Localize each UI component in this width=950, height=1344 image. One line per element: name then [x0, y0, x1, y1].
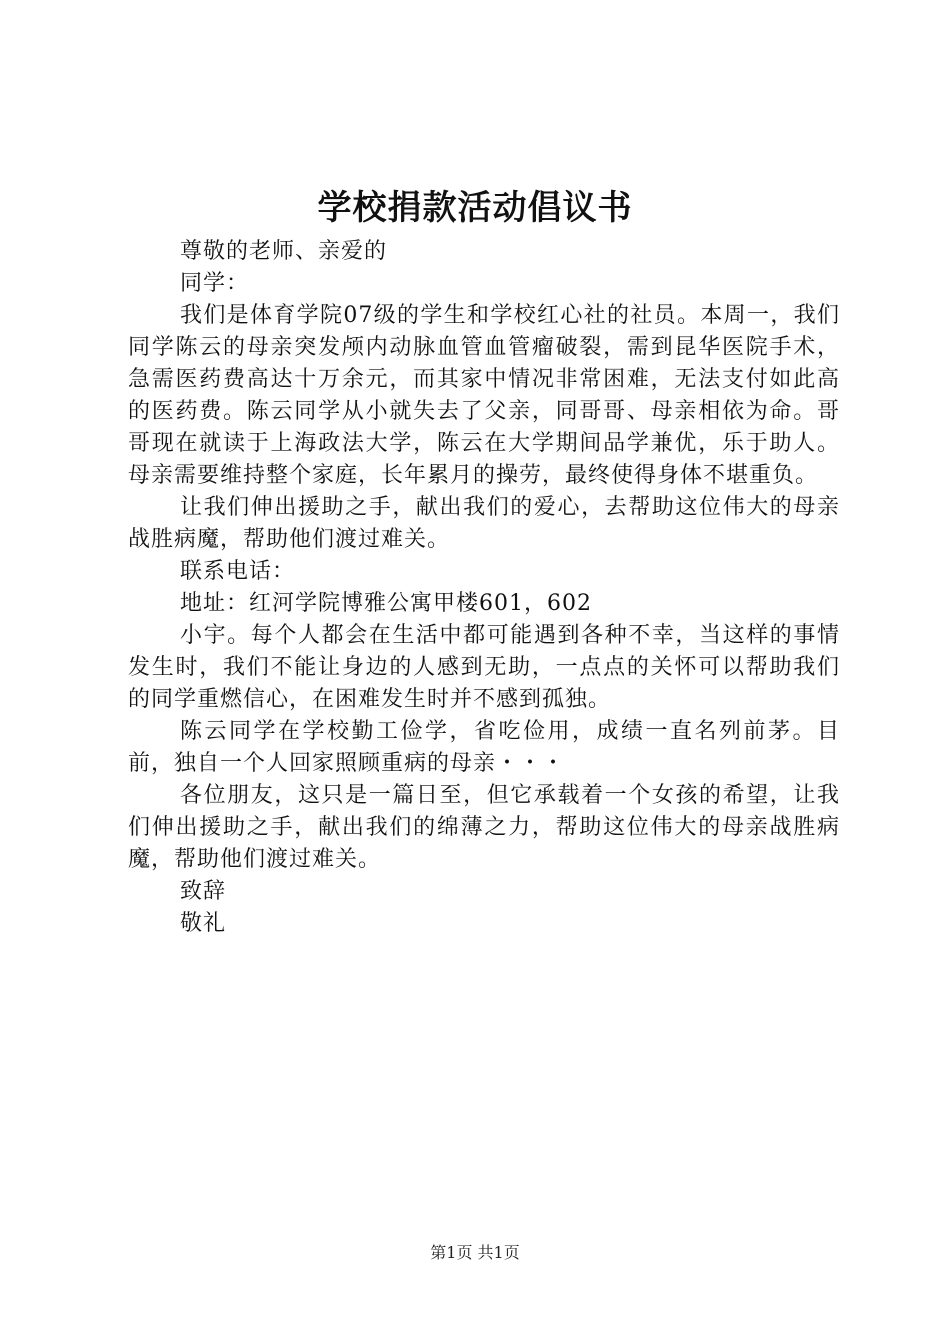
contact-address: 地址：红河学院博雅公寓甲楼601，602: [180, 591, 592, 616]
document-title: 学校捐款活动倡议书: [317, 188, 633, 228]
salutation-line-1: 尊敬的老师、亲爱的: [180, 239, 388, 264]
page-footer: 第1页 共1页: [430, 1243, 520, 1262]
closing-line-2: 敬礼: [180, 911, 227, 936]
paragraph-friends: 各位朋友，这只是一篇日至，但它承载着一个女孩的希望，让我们伸出援助之手，献出我们的绵薄之力，帮助这位伟大的母亲战胜病魔，帮助他们渡过难关。: [128, 783, 840, 872]
contact-phone: 联系电话：: [180, 559, 296, 584]
paragraph-background: 我们是体育学院07级的学生和学校红心社的社员。本周一，我们同学陈云的母亲突发颅内动脉血管血管瘤破裂，需到昆华医院手术，急需医药费高达十万余元，而其家中情况非常困难，无法支付如此高的医药费。陈云同学从小就失去了父亲，同哥哥、母亲相依为命。哥哥现在就读于上海政法大学，陈云在大学期间品学兼优，乐于助人。母亲需要维持整个家庭，长年累月的操劳，最终使得身体不堪重负。: [128, 303, 840, 488]
document-body: [128, 236, 840, 940]
paragraph-appeal: 让我们伸出援助之手，献出我们的爱心，去帮助这位伟大的母亲战胜病魔，帮助他们渡过难关。: [128, 495, 840, 552]
paragraph-student: 陈云同学在学校勤工俭学，省吃俭用，成绩一直名列前茅。目前，独自一个人回家照顾重病的母亲・・・: [128, 719, 840, 776]
closing-line-1: 致辞: [180, 879, 227, 904]
paragraph-care: 小宇。每个人都会在生活中都可能遇到各种不幸，当这样的事情发生时，我们不能让身边的人感到无助，一点点的关怀可以帮助我们的同学重燃信心，在困难发生时并不感到孤独。: [128, 623, 840, 712]
salutation-line-2: 同学：: [180, 271, 250, 296]
